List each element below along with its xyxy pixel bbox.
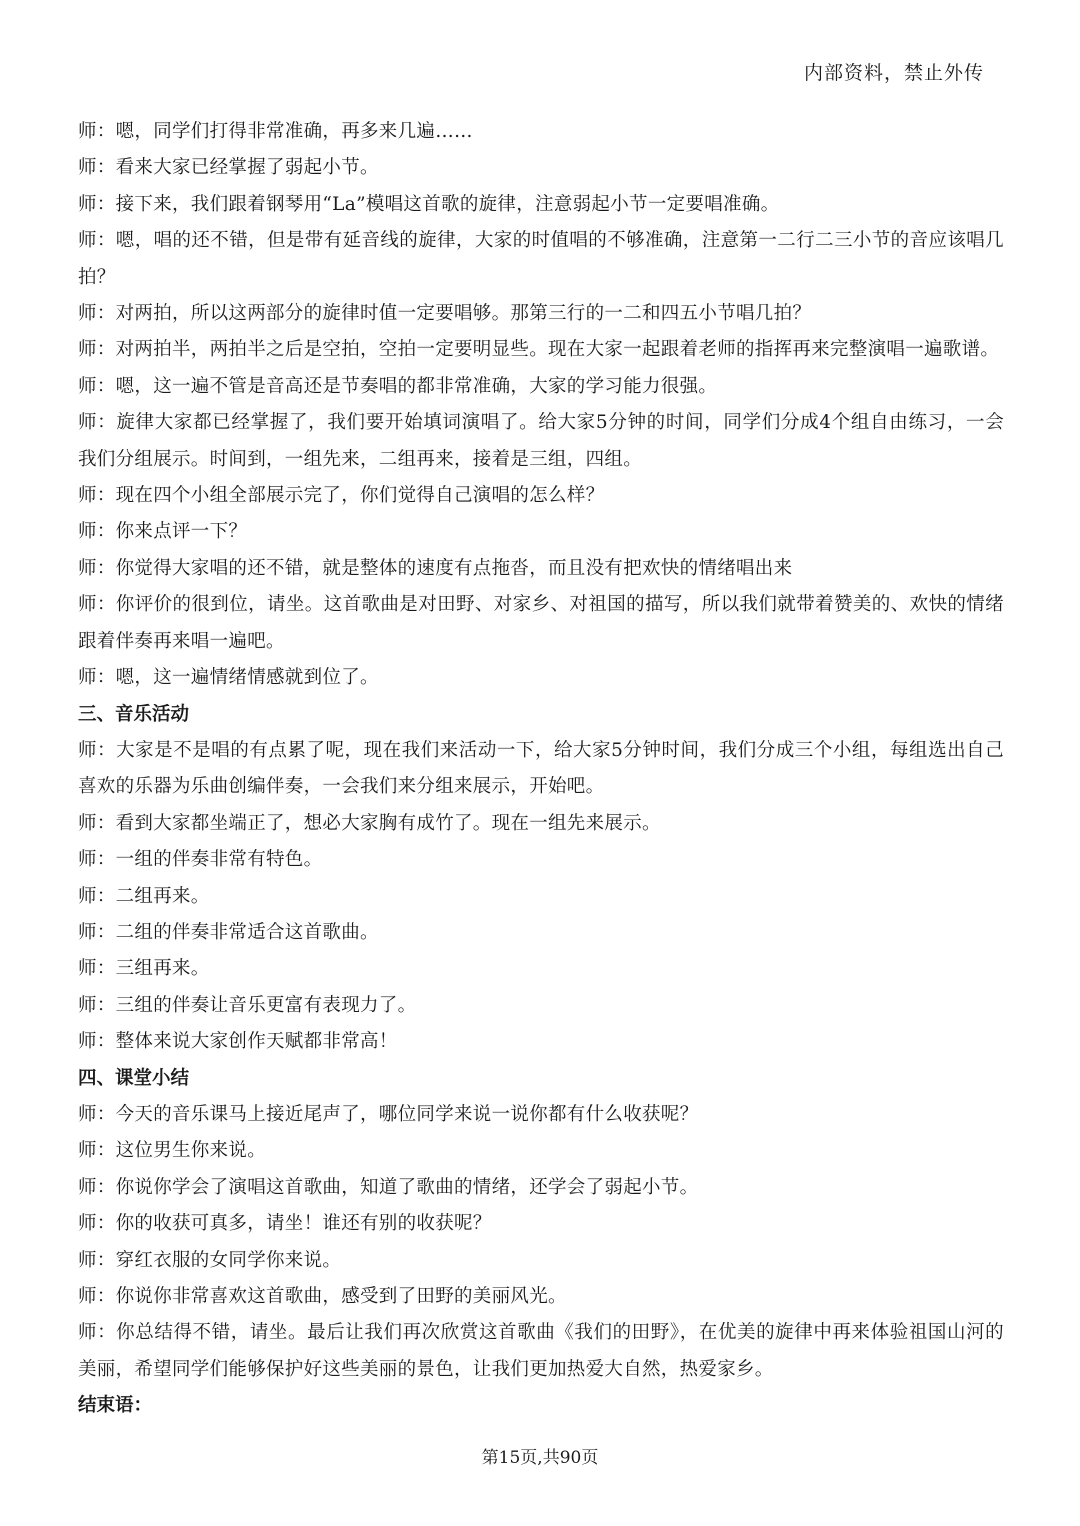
page-number: 第15页,共90页 [481, 1448, 599, 1468]
dialogue-paragraph: 师：穿红衣服的女同学你来说。 [78, 1249, 342, 1271]
section-heading: 四、课堂小结 [78, 1067, 190, 1089]
dialogue-paragraph: 师：嗯，这一遍不管是音高还是节奏唱的都非常准确，大家的学习能力很强。 [78, 375, 718, 397]
dialogue-paragraph: 师：你评价的很到位，请坐。这首歌曲是对田野、对家乡、对祖国的描写，所以我们就带着赞美的、欢快的情绪跟着伴奏再来唱一遍吧。 [78, 594, 1004, 652]
document-body [78, 114, 1004, 1425]
dialogue-paragraph: 师：你说你非常喜欢这首歌曲，感受到了田野的美丽风光。 [78, 1286, 567, 1307]
confidential-notice: 内部资料，禁止外传 [803, 62, 984, 84]
dialogue-paragraph: 师：整体来说大家创作天赋都非常高！ [78, 1031, 398, 1053]
dialogue-paragraph: 师：这位男生你来说。 [78, 1140, 267, 1162]
dialogue-paragraph: 师：你总结得不错，请坐。最后让我们再次欣赏这首歌曲《我们的田野》，在优美的旋律中再来体验祖国山河的美丽，希望同学们能够保护好这些美丽的景色，让我们更加热爱大自然，热爱家乡。 [78, 1322, 1004, 1380]
dialogue-paragraph: 师：现在四个小组全部展示完了，你们觉得自己演唱的怎么样？ [78, 485, 605, 507]
dialogue-paragraph: 师：今天的音乐课马上接近尾声了，哪位同学来说一说你都有什么收获呢？ [78, 1103, 699, 1125]
dialogue-paragraph: 师：看到大家都坐端正了，想必大家胸有成竹了。现在一组先来展示。 [78, 812, 661, 834]
dialogue-paragraph: 师：旋律大家都已经掌握了，我们要开始填词演唱了。给大家5分钟的时间，同学们分成4个组自由练习，一会我们分组展示。时间到，一组先来，二组再来，接着是三组，四组。 [78, 412, 1004, 470]
dialogue-paragraph: 师：你的收获可真多，请坐！谁还有别的收获呢？ [78, 1213, 492, 1235]
dialogue-paragraph: 师：嗯，同学们打得非常准确，再多来几遍…… [78, 121, 473, 142]
dialogue-paragraph: 师：你来点评一下？ [78, 521, 248, 543]
dialogue-paragraph: 师：大家是不是唱的有点累了呢，现在我们来活动一下，给大家5分钟时间，我们分成三个小组，每组选出自己喜欢的乐器为乐曲创编伴奏，一会我们来分组来展示，开始吧。 [78, 739, 1004, 798]
dialogue-paragraph: 师：二组的伴奏非常适合这首歌曲。 [78, 921, 379, 943]
dialogue-paragraph: 师：接下来，我们跟着钢琴用“La”模唱这首歌的旋律，注意弱起小节一定要唱准确。 [78, 193, 780, 215]
dialogue-paragraph: 师：嗯，唱的还不错，但是带有延音线的旋律，大家的时值唱的不够准确，注意第一二行二三小节的音应该唱几拍？ [78, 230, 1004, 288]
dialogue-paragraph: 师：二组再来。 [78, 885, 210, 907]
dialogue-paragraph: 师：你觉得大家唱的还不错，就是整体的速度有点拖沓，而且没有把欢快的情绪唱出来 [78, 557, 793, 579]
dialogue-paragraph: 师：一组的伴奏非常有特色。 [78, 849, 323, 871]
dialogue-paragraph: 师：对两拍，所以这两部分的旋律时值一定要唱够。那第三行的一二和四五小节唱几拍？ [78, 303, 812, 325]
dialogue-paragraph: 师：对两拍半，两拍半之后是空拍，空拍一定要明显些。现在大家一起跟着老师的指挥再来完整演唱一遍歌谱。 [78, 339, 1000, 361]
dialogue-paragraph: 师：你说你学会了演唱这首歌曲，知道了歌曲的情绪，还学会了弱起小节。 [78, 1176, 699, 1198]
section-heading: 结束语： [78, 1395, 153, 1417]
dialogue-paragraph: 师：三组的伴奏让音乐更富有表现力了。 [78, 994, 417, 1016]
dialogue-paragraph: 师：嗯，这一遍情绪情感就到位了。 [78, 667, 379, 689]
dialogue-paragraph: 师：三组再来。 [78, 958, 210, 980]
dialogue-paragraph: 师：看来大家已经掌握了弱起小节。 [78, 157, 379, 179]
section-heading: 三、音乐活动 [78, 703, 190, 725]
